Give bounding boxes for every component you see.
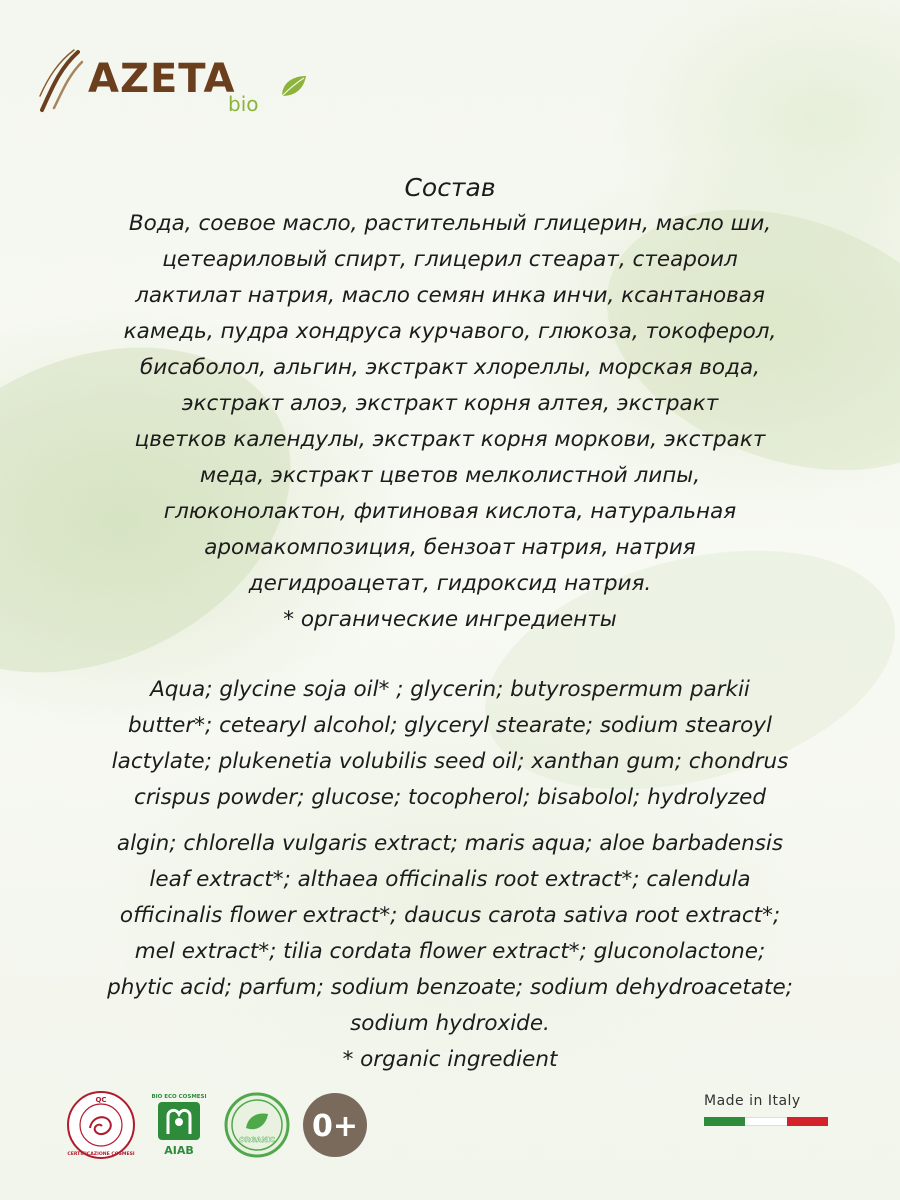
en-organic-note: * organic ingredient (342, 1047, 558, 1072)
en-line: officinalis flower extract*; daucus carota sativa root extract*; (119, 903, 781, 928)
ru-line: камедь, пудра хондруса курчавого, глюкоза, токоферол, (123, 319, 777, 344)
ru-organic-note: * органические ингредиенты (283, 607, 617, 632)
en-line: leaf extract*; althaea officinalis root extract*; calendula (149, 867, 751, 892)
age-rating-label: 0+ (311, 1109, 359, 1144)
ru-line: Вода, соевое масло, растительный глицерин, масло ши, (128, 211, 772, 236)
age-rating-icon (302, 1092, 368, 1158)
made-in-italy (704, 1093, 828, 1126)
en-line: Aqua; glycine soja oil* ; glycerin; butyrospermum parkii (150, 677, 750, 702)
composition-block (40, 170, 860, 1078)
brand-name: AZETA (88, 56, 236, 102)
ru-line: цветков календулы, экстракт корня моркови, экстракт (134, 427, 766, 452)
ru-line: глюконолактон, фитиновая кислота, натуральная (163, 499, 737, 524)
made-in-italy-label: Made in Italy (704, 1093, 801, 1109)
ru-line: аромакомпозиция, бензоат натрия, натрия (204, 535, 696, 560)
en-line: mel extract*; tilia cordata flower extract*; gluconolactone; (134, 939, 766, 964)
ru-line: цетеариловый спирт, глицерил стеарат, стеароил (162, 247, 738, 272)
ru-line: лактилат натрия, масло семян инка инчи, ксантановая (135, 283, 765, 308)
ru-line: экстракт алоэ, экстракт корня алтея, экстракт (181, 391, 719, 416)
section-gap (40, 638, 860, 672)
ru-line: дегидроацетат, гидроксид натрия. (248, 571, 652, 596)
brand-sub: bio (228, 92, 259, 116)
icea-certification-icon (66, 1090, 136, 1160)
ru-line: меда, экстракт цветов мелколистной липы, (199, 463, 701, 488)
organic-icon (224, 1092, 290, 1158)
hair-swoosh-icon (38, 48, 88, 118)
composition-title: Состав (404, 173, 496, 202)
brand-logo (38, 48, 318, 118)
en-line: sodium hydroxide. (350, 1011, 550, 1036)
en-line: algin; chlorella vulgaris extract; maris aqua; aloe barbadensis (116, 831, 784, 856)
en-line: butter*; cetearyl alcohol; glyceryl stearate; sodium stearoyl (128, 713, 772, 738)
organic-label: ORGANIC (238, 1136, 276, 1144)
en-line: lactylate; plukenetia volubilis seed oil; xanthan gum; chondrus (111, 749, 789, 774)
en-line: crispus powder; glucose; tocopherol; bisabolol; hydrolyzed (134, 785, 766, 810)
icea-top-text: QC (95, 1096, 107, 1104)
en-line: phytic acid; parfum; sodium benzoate; sodium dehydroacetate; (107, 975, 793, 1000)
icea-ring-text: CERTIFICAZIONE COSMESI (67, 1152, 135, 1157)
aiab-label: AIAB (164, 1144, 194, 1157)
aiab-top-text: BIO ECO COSMESI (151, 1094, 207, 1100)
italy-flag-icon (704, 1117, 828, 1126)
ru-line: бисаболол, альгин, экстракт хлореллы, морская вода, (140, 355, 760, 380)
leaf-icon (278, 74, 308, 100)
aiab-certification-icon (148, 1090, 210, 1160)
